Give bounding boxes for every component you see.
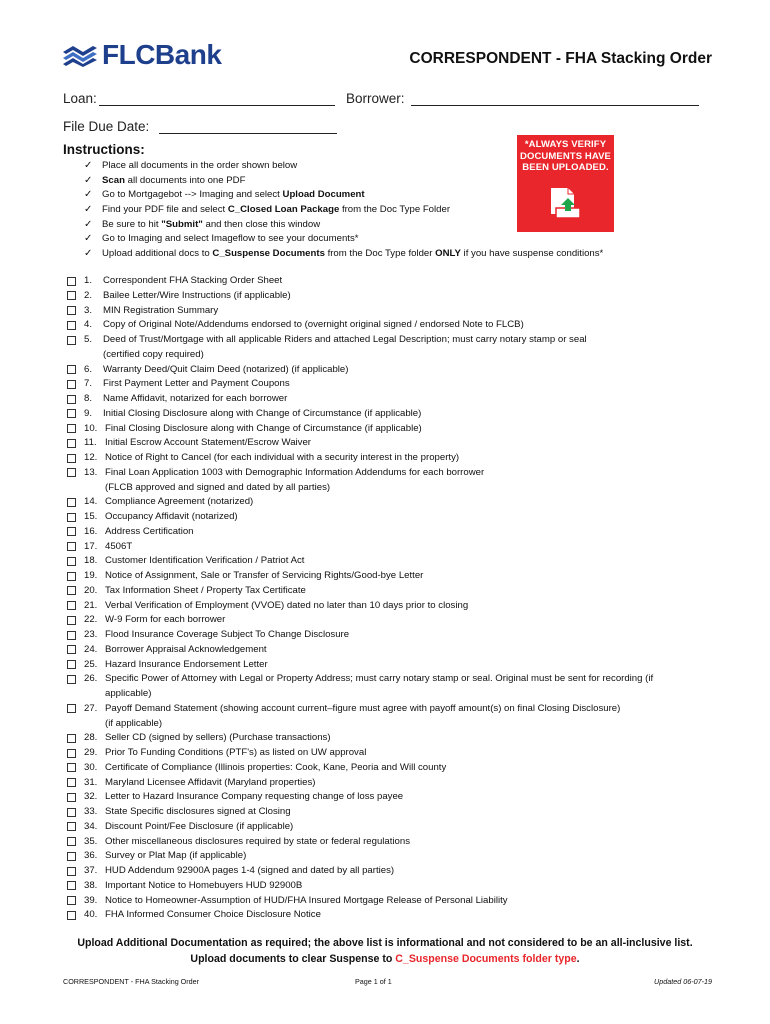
checkbox[interactable]	[67, 911, 76, 920]
checkbox[interactable]	[67, 424, 76, 433]
checklist-item[interactable]	[67, 761, 727, 776]
file-due-date-input-line[interactable]	[159, 118, 337, 134]
checklist-item[interactable]	[67, 554, 727, 569]
instruction-emphasis: C_Suspense Documents	[212, 248, 325, 260]
notice-line-1: *ALWAYS VERIFY	[524, 139, 607, 150]
item-number: 18.	[84, 555, 98, 567]
borrower-field[interactable]	[346, 90, 699, 106]
checklist-item[interactable]	[67, 569, 727, 584]
checkbox[interactable]	[67, 808, 76, 817]
item-number: 29.	[84, 747, 98, 758]
checkbox[interactable]	[67, 675, 76, 684]
item-number	[84, 717, 105, 732]
item-number: 40.	[84, 909, 98, 921]
checklist-item[interactable]	[67, 363, 727, 378]
item-text: Discount Point/Fee Disclosure (if applicable)	[105, 820, 294, 832]
checkbox[interactable]	[67, 837, 76, 846]
item-number: 12.	[84, 452, 98, 463]
item-text: Payoff Demand Statement (showing account current–figure must agree with payoff amount(s) on final Closing Disclosure)	[105, 702, 621, 714]
item-text: Compliance Agreement (notarized)	[105, 496, 254, 508]
instructions-heading: Instructions:	[63, 142, 145, 157]
checkbox[interactable]	[67, 852, 76, 861]
item-number: 5.	[84, 334, 93, 345]
item-text: Initial Escrow Account Statement/Escrow Waiver	[105, 437, 311, 449]
checklist-item[interactable]	[67, 658, 727, 673]
instruction-emphasis: Scan	[102, 174, 125, 186]
checkmark-icon: ✓	[84, 189, 93, 201]
instruction-emphasis: "Submit"	[161, 218, 203, 230]
footer-doc-name: CORRESPONDENT - FHA Stacking Order	[63, 977, 200, 986]
checklist-item[interactable]	[67, 643, 727, 658]
instruction-emphasis: Upload Document	[282, 189, 365, 201]
loan-field[interactable]	[63, 90, 335, 106]
stacking-checklist	[67, 274, 727, 923]
item-text: Important Notice to Homebuyers HUD 92900B	[105, 879, 303, 891]
item-number: 4.	[84, 319, 93, 331]
item-number: 8.	[84, 393, 93, 404]
item-number: 34.	[84, 820, 98, 832]
suspense-note-end: .	[576, 953, 580, 965]
checkbox[interactable]	[67, 527, 76, 536]
item-number	[84, 348, 103, 363]
item-text: Tax Information Sheet / Property Tax Certificate	[105, 584, 306, 596]
checkbox[interactable]	[67, 778, 76, 787]
item-text: Notice to Homeowner-Assumption of HUD/FHA Insured Mortgage Release of Personal Liability	[105, 894, 508, 906]
checklist-item[interactable]	[67, 510, 727, 525]
item-number: 9.	[84, 407, 93, 419]
checklist-item[interactable]	[67, 613, 727, 628]
checkbox[interactable]	[67, 542, 76, 551]
loan-label: Loan:	[63, 91, 97, 106]
checklist-item[interactable]	[67, 407, 727, 422]
checkbox[interactable]	[67, 896, 76, 905]
checklist-item[interactable]	[67, 599, 727, 614]
instruction-item	[84, 232, 603, 247]
checkbox[interactable]	[67, 439, 76, 448]
item-number: 17.	[84, 540, 98, 552]
item-text: Other miscellaneous disclosures required by state or federal regulations	[105, 835, 411, 847]
item-number: 36.	[84, 850, 98, 862]
instruction-text: from the Doc Type folder	[324, 248, 436, 260]
item-text: Address Certification	[105, 525, 194, 537]
item-number: 39.	[84, 894, 98, 906]
checkbox[interactable]	[67, 763, 76, 772]
item-number: 13.	[84, 466, 98, 478]
item-text: Letter to Hazard Insurance Company requesting change of loss payee	[105, 791, 404, 803]
item-number: 20.	[84, 584, 98, 596]
suspense-note-text: Upload documents to clear Suspense to	[190, 953, 396, 965]
checkbox[interactable]	[67, 881, 76, 890]
verify-upload-notice	[517, 135, 614, 232]
item-text: Hazard Insurance Endorsement Letter	[105, 658, 268, 670]
item-text: (FLCB approved and signed and dated by all parties)	[105, 481, 331, 493]
borrower-input-line[interactable]	[411, 90, 699, 106]
item-number: 38.	[84, 879, 98, 891]
item-text: Certificate of Compliance (Illinois properties: Cook, Kane, Peoria and Will county	[105, 761, 447, 773]
item-number: 37.	[84, 865, 98, 876]
item-number: 14.	[84, 496, 98, 508]
checkbox[interactable]	[67, 336, 76, 345]
checklist-item[interactable]	[67, 879, 727, 894]
instruction-item	[84, 247, 603, 262]
checkbox[interactable]	[67, 586, 76, 595]
file-due-date-label: File Due Date:	[63, 119, 150, 134]
item-text: Final Loan Application 1003 with Demographic Information Addendums for each borrower	[105, 466, 485, 478]
item-text: State Specific disclosures signed at Closing	[105, 806, 291, 817]
instruction-text: Go to Imaging and select Imageflow to see your documents*	[102, 233, 359, 245]
checkbox[interactable]	[67, 660, 76, 669]
item-number: 24.	[84, 643, 98, 655]
checklist-item[interactable]	[67, 318, 727, 333]
item-number: 2.	[84, 289, 93, 301]
item-text: Seller CD (signed by sellers) (Purchase transactions)	[105, 732, 331, 744]
informational-note: Upload Additional Documentation as required; the above list is informational and not considered to be an all-inclusive list.	[77, 937, 693, 949]
checklist-item[interactable]	[67, 333, 727, 348]
footer-page-number: Page 1 of 1	[355, 977, 392, 986]
checkbox[interactable]	[67, 822, 76, 831]
instruction-text: Go to Mortgagebot --> Imaging and select	[102, 189, 283, 201]
checkbox[interactable]	[67, 749, 76, 758]
item-number: 28.	[84, 732, 98, 744]
checklist-item-continued	[67, 687, 727, 702]
checkbox[interactable]	[67, 513, 76, 522]
item-text: Copy of Original Note/Addendums endorsed to (overnight original signed / endorsed Note to FLCB)	[103, 319, 524, 331]
item-number: 23.	[84, 629, 98, 640]
checklist-item[interactable]	[67, 377, 727, 392]
checklist-item[interactable]	[67, 864, 727, 879]
instruction-text: if you have suspense conditions*	[460, 248, 604, 260]
item-text: Customer Identification Verification / Patriot Act	[105, 555, 305, 567]
loan-input-line[interactable]	[99, 90, 335, 106]
item-number: 26.	[84, 673, 98, 685]
item-number	[84, 687, 105, 702]
item-text: Bailee Letter/Wire Instructions (if applicable)	[103, 289, 291, 301]
item-text: Borrower Appraisal Acknowledgement	[105, 643, 267, 655]
item-number: 30.	[84, 761, 98, 773]
item-text: Notice of Right to Cancel (for each individual with a security interest in the property)	[105, 452, 460, 463]
item-text: applicable)	[105, 688, 152, 699]
item-text: Flood Insurance Coverage Subject To Change Disclosure	[105, 629, 350, 640]
checkbox[interactable]	[67, 321, 76, 330]
checklist-item[interactable]	[67, 304, 727, 319]
checkbox[interactable]	[67, 498, 76, 507]
checkbox[interactable]	[67, 409, 76, 418]
checklist-item[interactable]	[67, 820, 727, 835]
item-number: 33.	[84, 806, 98, 817]
item-number: 25.	[84, 658, 98, 670]
item-text: Final Closing Disclosure along with Change of Circumstance (if applicable)	[105, 422, 422, 434]
checklist-item[interactable]	[67, 908, 727, 923]
file-due-date-field[interactable]	[63, 118, 337, 134]
checkbox[interactable]	[67, 454, 76, 463]
checkbox[interactable]	[67, 616, 76, 625]
checklist-item[interactable]	[67, 584, 727, 599]
notice-line-2: DOCUMENTS HAVE	[520, 150, 611, 162]
item-text: (certified copy required)	[103, 348, 204, 360]
checklist-item[interactable]	[67, 436, 727, 451]
instruction-text: Upload additional docs to	[102, 248, 213, 260]
checklist-item[interactable]	[67, 540, 727, 555]
suspense-upload-note	[0, 953, 770, 965]
footer-updated-date: Updated 06-07-19	[654, 977, 712, 986]
item-number: 31.	[84, 776, 98, 788]
item-number: 35.	[84, 835, 98, 847]
item-number: 3.	[84, 304, 93, 316]
checkbox[interactable]	[67, 734, 76, 743]
checklist-item[interactable]	[67, 776, 727, 791]
checklist-item[interactable]	[67, 495, 727, 510]
item-number: 6.	[84, 363, 93, 375]
item-text: HUD Addendum 92900A pages 1-4 (signed and dated by all parties)	[105, 865, 395, 876]
checkbox[interactable]	[67, 631, 76, 640]
item-text: Correspondent FHA Stacking Order Sheet	[103, 275, 283, 286]
item-text: Survey or Plat Map (if applicable)	[105, 850, 247, 862]
instruction-text: from the Doc Type Folder	[339, 204, 451, 216]
item-number: 11.	[84, 437, 97, 449]
checklist-item[interactable]	[67, 525, 727, 540]
checkbox[interactable]	[67, 601, 76, 610]
checkbox[interactable]	[67, 557, 76, 566]
checkbox[interactable]	[67, 395, 76, 404]
checkbox[interactable]	[67, 572, 76, 581]
item-text: Maryland Licensee Affidavit (Maryland properties)	[105, 776, 316, 788]
checklist-item[interactable]	[67, 274, 727, 289]
document-upload-icon	[546, 184, 586, 224]
checkbox[interactable]	[67, 704, 76, 713]
item-number: 21.	[84, 599, 98, 611]
checklist-item[interactable]	[67, 451, 727, 466]
instruction-text: Find your PDF file and select	[102, 204, 228, 216]
instruction-emphasis: C_Closed Loan Package	[227, 204, 340, 216]
item-text: Warranty Deed/Quit Claim Deed (notarized) (if applicable)	[103, 363, 349, 375]
item-number: 15.	[84, 511, 98, 522]
checklist-item-continued	[67, 717, 727, 732]
item-number: 27.	[84, 702, 98, 714]
item-number: 19.	[84, 570, 98, 581]
instruction-text: Be sure to hit	[102, 218, 162, 230]
item-text: Prior To Funding Conditions (PTF's) as listed on UW approval	[105, 747, 367, 758]
item-text: MIN Registration Summary	[103, 304, 219, 316]
instruction-text: Place all documents in the order shown below	[102, 160, 298, 171]
instruction-text: and then close this window	[202, 218, 321, 230]
checklist-item[interactable]	[67, 628, 727, 643]
checklist-item[interactable]	[67, 849, 727, 864]
item-number: 22.	[84, 614, 98, 626]
item-text: Initial Closing Disclosure along with Change of Circumstance (if applicable)	[103, 407, 422, 419]
item-number: 10.	[84, 422, 98, 434]
instruction-text: all documents into one PDF	[124, 174, 246, 186]
checkbox[interactable]	[67, 365, 76, 374]
checklist-item[interactable]	[67, 894, 727, 909]
checkbox[interactable]	[67, 867, 76, 876]
item-text: Name Affidavit, notarized for each borrower	[103, 393, 288, 404]
instruction-emphasis: ONLY	[435, 248, 461, 260]
checklist-item[interactable]	[67, 702, 727, 717]
checkbox[interactable]	[67, 277, 76, 286]
item-text: Specific Power of Attorney with Legal or Property Address; must carry notary stamp or seal. Original must be sent for recording (if	[105, 673, 654, 685]
checklist-item[interactable]	[67, 835, 727, 850]
checkbox[interactable]	[67, 291, 76, 300]
checklist-item[interactable]	[67, 805, 727, 820]
document-title: CORRESPONDENT - FHA Stacking Order	[409, 50, 712, 67]
checkbox[interactable]	[67, 468, 76, 477]
checklist-item[interactable]	[67, 731, 727, 746]
item-number: 1.	[84, 275, 93, 286]
logo-text: FLCBank	[102, 39, 222, 70]
checklist-item[interactable]	[67, 672, 727, 687]
checkbox[interactable]	[67, 645, 76, 654]
item-number: 7.	[84, 378, 93, 390]
borrower-label: Borrower:	[346, 91, 405, 106]
checkmark-icon: ✓	[84, 160, 93, 171]
flcbank-logo	[62, 39, 222, 70]
checklist-item[interactable]	[67, 746, 727, 761]
checklist-item-continued	[67, 481, 727, 496]
checkmark-icon: ✓	[84, 204, 93, 216]
checklist-item[interactable]	[67, 790, 727, 805]
item-text: W-9 Form for each borrower	[105, 614, 226, 626]
item-text: 4506T	[105, 540, 133, 552]
item-number	[84, 481, 105, 496]
checkmark-icon: ✓	[84, 248, 93, 260]
suspense-folder-name: C_Suspense Documents folder type	[395, 953, 577, 965]
checklist-item[interactable]	[67, 422, 727, 437]
item-text: Verbal Verification of Employment (VVOE) dated no later than 10 days prior to closing	[105, 599, 469, 611]
item-number: 16.	[84, 525, 98, 537]
flcbank-wave-icon	[62, 43, 98, 67]
checkmark-icon: ✓	[84, 233, 93, 245]
item-text: First Payment Letter and Payment Coupons	[103, 378, 290, 390]
checkmark-icon: ✓	[84, 174, 93, 186]
checklist-item[interactable]	[67, 392, 727, 407]
item-text: Deed of Trust/Mortgage with all applicable Riders and attached Legal Description; must carry notary stamp or seal	[103, 334, 587, 345]
checkbox[interactable]	[67, 306, 76, 315]
item-text: Notice of Assignment, Sale or Transfer of Servicing Rights/Good-bye Letter	[105, 570, 424, 581]
item-text: (if applicable)	[105, 717, 163, 729]
item-text: FHA Informed Consumer Choice Disclosure Notice	[105, 909, 321, 921]
checklist-item-continued	[67, 348, 727, 363]
item-number: 32.	[84, 791, 98, 803]
checklist-item[interactable]	[67, 466, 727, 481]
notice-line-3: BEEN UPLOADED.	[522, 162, 609, 173]
checkbox[interactable]	[67, 793, 76, 802]
checklist-item[interactable]	[67, 289, 727, 304]
item-text: Occupancy Affidavit (notarized)	[105, 511, 238, 522]
checkbox[interactable]	[67, 380, 76, 389]
checkmark-icon: ✓	[84, 218, 93, 230]
